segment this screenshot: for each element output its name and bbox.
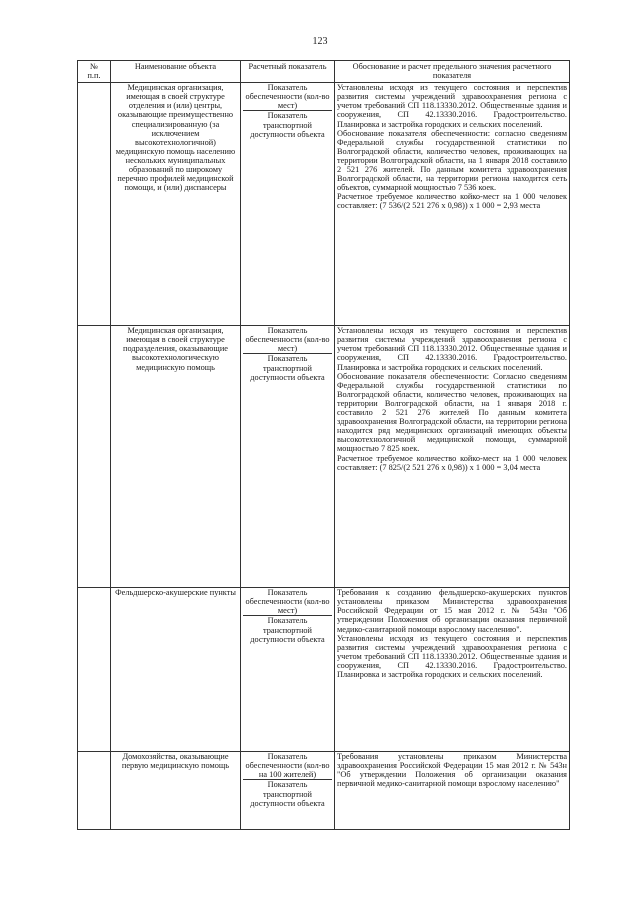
page-number: 123 xyxy=(312,36,328,47)
row-num xyxy=(78,588,111,752)
row-num xyxy=(78,326,111,588)
header-name: Наименование объекта xyxy=(111,61,241,83)
basis-text: Требования установлены приказом Министерства здравоохранения Российской Федерации 15 мая 2012 г. № 543н "Об утверждении Положения об организации оказания первичной медико-санитарной помощи взрослому населению" xyxy=(335,752,570,830)
indicator-accessibility: Показатель транспортной доступности объекта xyxy=(243,779,332,807)
header-indicator: Расчетный показатель xyxy=(241,61,335,83)
indicators-table xyxy=(77,60,570,830)
table-row xyxy=(78,588,570,752)
row-num xyxy=(78,752,111,830)
indicator-provision: Показатель обеспеченности (кол-во мест) xyxy=(245,588,330,616)
indicator-cell xyxy=(241,326,335,588)
table-row xyxy=(78,326,570,588)
indicator-accessibility: Показатель транспортной доступности объекта xyxy=(243,353,332,381)
header-basis: Обоснование и расчет предельного значения расчетного показателя xyxy=(335,61,570,83)
indicator-provision: Показатель обеспеченности (кол-во на 100 жителей) xyxy=(245,752,330,780)
object-name: Домохозяйства, оказывающие первую медицинскую помощь xyxy=(111,752,241,830)
table-header-row xyxy=(78,61,570,83)
object-name: Медицинская организация, имеющая в своей структуре подразделения, оказывающие высокотехнологическую медицинскую помощь xyxy=(111,326,241,588)
basis-text: Установлены исходя из текущего состояния и перспектив развития системы учреждений здравоохранения региона с учетом требований СП 118.13330.2012. Общественные здания и сооружения, СП 42.13330.2016. Градостроительство. Планировка и застройка городских и сельских поселений. Обоснование показателя обеспеченности: согласно сведениям Федеральной службы государственной статистики по Волгоградской области, количество человек, проживающих на территории Волгоградской области, на 1 января 2018 составило 2 521 276 жителей. По данным комитета здравоохранения Волгоградской области, на территории региона находится сеть объектов, суммарной мощностью 7 536 коек. Расчетное требуемое количество койко-мест на 1 000 человек составляет: (7 536/(2 521 276 х 0,98)) х 1 000 = 2,93 места xyxy=(335,83,570,326)
basis-text: Требования к созданию фельдшерско-акушерских пунктов установлены приказом Министерства здравоохранения Российской Федерации от 15 мая 2012 г. № 543н "Об утверждении Положения об организации оказания первичной медико-санитарной помощи взрослому населению". Установлены исходя из текущего состояния и перспектив развития системы учреждений здравоохранения региона с учетом требований СП 118.13330.2012. Общественные здания и сооружения, СП 42.13330.2016. Градостроительство. Планировка и застройка городских и сельских поселений. xyxy=(335,588,570,752)
basis-text: Установлены исходя из текущего состояния и перспектив развития системы учреждений здравоохранения региона с учетом требований СП 118.13330.2012. Общественные здания и сооружения, СП 42.13330.2016. Градостроительство. Планировка и застройка городских и сельских поселений. Обоснование показателя обеспеченности: Согласно сведениям Федеральной службы государственной статистики по Волгоградской области, количество человек, проживающих на территории Волгоградской области, на 1 января 2018 г. составило 2 521 276 жителей По данным комитета здравоохранения Волгоградской области, на территории региона находится ряд медицинских организаций имеющих объекты высокотехнологичной медицинской помощи, суммарной мощностью 7 825 коек. Расчетное требуемое количество койко-мест на 1 000 человек составляет: (7 825/(2 521 276 х 0,98)) х 1 000 = 3,04 места xyxy=(335,326,570,588)
indicator-cell xyxy=(241,83,335,326)
indicator-cell xyxy=(241,588,335,752)
object-name: Медицинская организация, имеющая в своей структуре отделения и (или) центры, оказывающие преимущественно специализированную (за исключением высокотехнологичной) медицинскую помощь населению нескольких муниципальных образований по широкому перечню профилей медицинской помощи, и (или) диспансеры xyxy=(111,83,241,326)
indicator-provision: Показатель обеспеченности (кол-во мест) xyxy=(245,326,330,354)
row-num xyxy=(78,83,111,326)
indicator-accessibility: Показатель транспортной доступности объекта xyxy=(243,615,332,643)
header-num: № п.п. xyxy=(78,61,111,83)
table-row xyxy=(78,83,570,326)
indicator-cell xyxy=(241,752,335,830)
indicator-provision: Показатель обеспеченности (кол-во мест) xyxy=(245,83,330,111)
table-row xyxy=(78,752,570,830)
object-name: Фельдшерско-акушерские пункты xyxy=(111,588,241,752)
indicator-accessibility: Показатель транспортной доступности объекта xyxy=(243,110,332,138)
